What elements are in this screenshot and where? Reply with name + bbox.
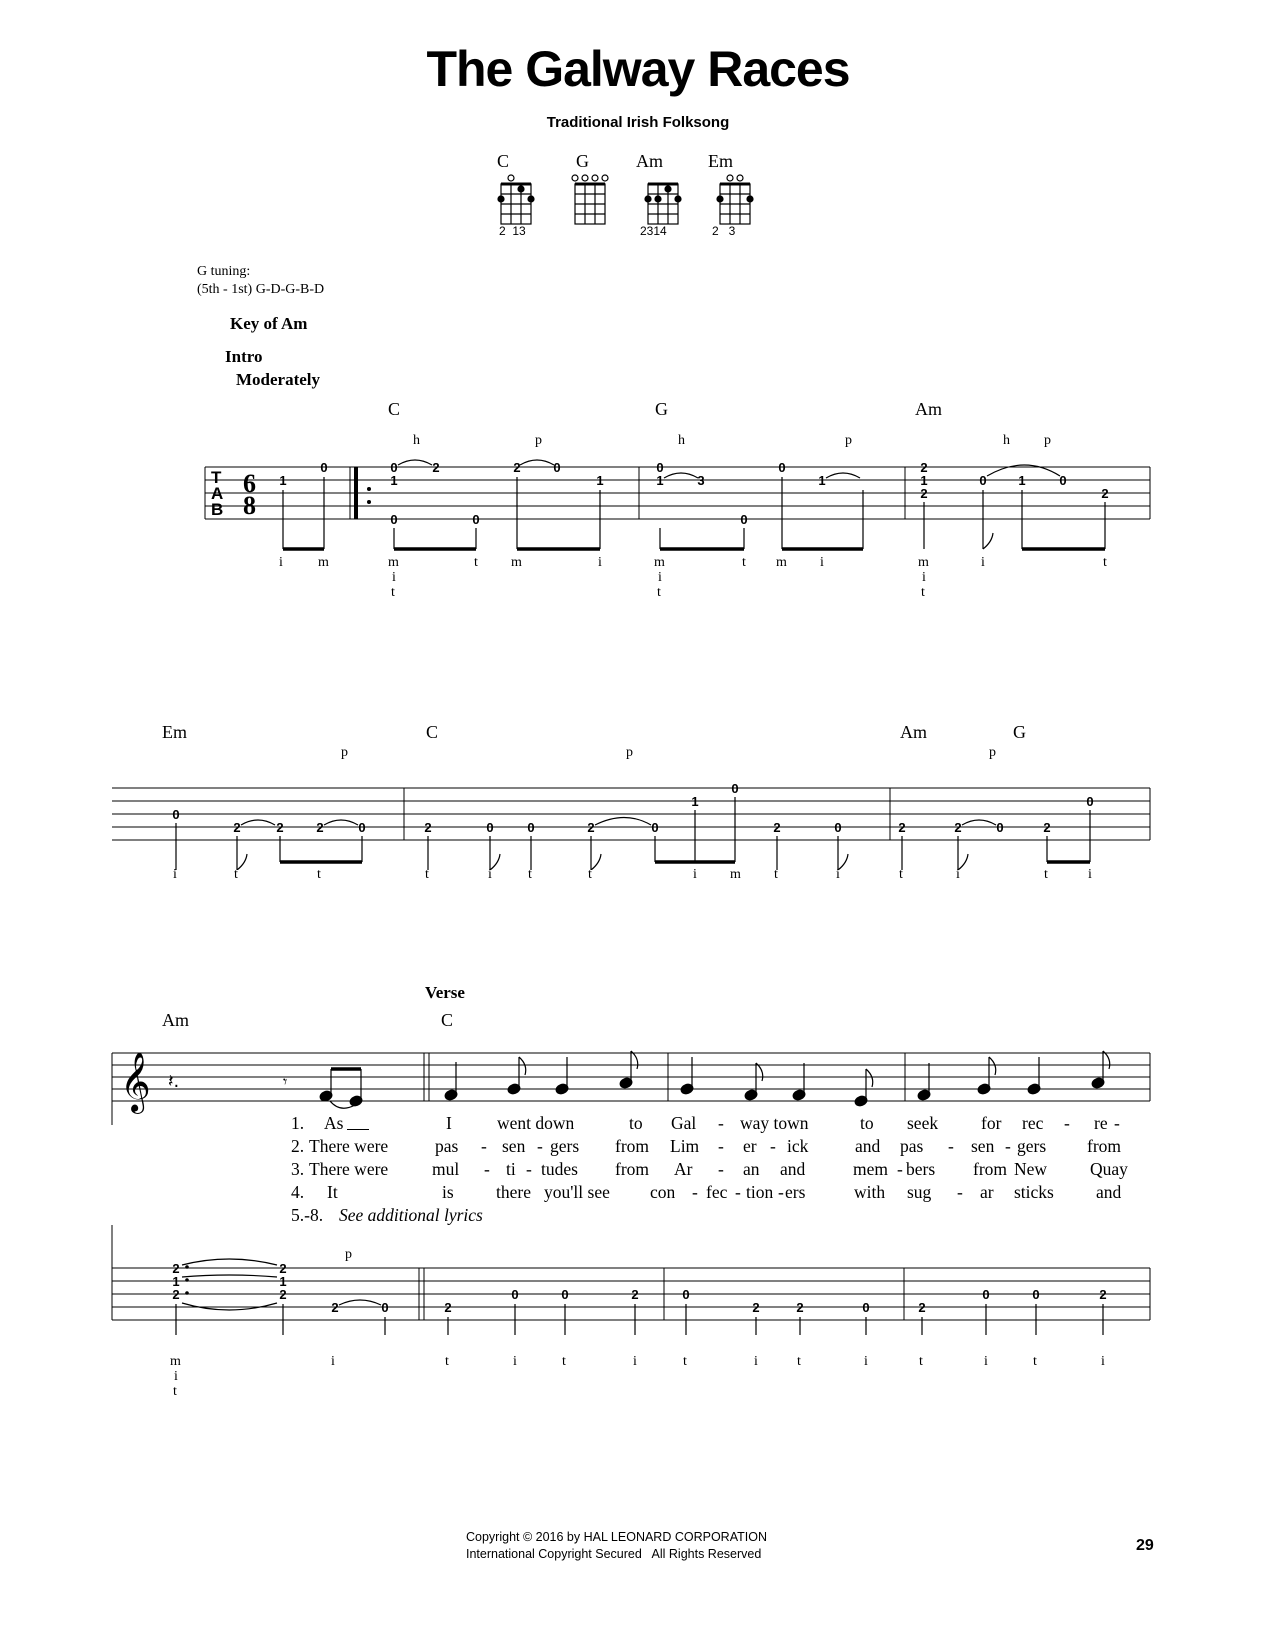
- technique-mark: p: [341, 745, 348, 760]
- tab-fret: 1: [656, 473, 664, 488]
- lyric-hyphen: -: [484, 1159, 490, 1179]
- finger-mark: i: [984, 1354, 988, 1369]
- lyric-syllable: It: [327, 1182, 338, 1202]
- lyric-syllable: and: [780, 1159, 806, 1179]
- lyric-syllable: New: [1014, 1159, 1048, 1179]
- lyric-verse-number: 2.: [291, 1136, 305, 1156]
- chord-diagram-name: Em: [708, 151, 733, 171]
- lyric-syllable: Gal: [671, 1113, 697, 1133]
- chord-fingering: 2314: [640, 224, 667, 238]
- tab-fret: 1: [1018, 473, 1026, 488]
- finger-mark: t: [445, 1354, 449, 1369]
- tab-fret: 2: [279, 1261, 287, 1276]
- tab-fret: 2: [1101, 486, 1109, 501]
- tab-fret: 0: [656, 460, 664, 475]
- lyric-hyphen: -: [718, 1136, 724, 1156]
- tab-fret: 0: [1086, 794, 1094, 809]
- finger-mark: m: [654, 555, 665, 570]
- lyric-syllable: pas: [435, 1136, 459, 1156]
- lyric-verse-number: 5.-8.: [291, 1205, 324, 1225]
- lyric-syllable: As: [324, 1113, 344, 1133]
- finger-mark: t: [742, 555, 746, 570]
- tab-fret: 0: [862, 1300, 870, 1315]
- finger-mark: i: [392, 570, 396, 585]
- tuning-notes: (5th - 1st) G-D-G-B-D: [197, 282, 325, 297]
- section-verse: Verse: [425, 983, 465, 1002]
- lyric-syllable: mul: [432, 1159, 460, 1179]
- lyric-syllable: sticks: [1014, 1182, 1054, 1202]
- tab-fret: 2: [796, 1300, 804, 1315]
- technique-mark: p: [345, 1247, 352, 1262]
- lyric-syllable: ers: [785, 1182, 806, 1202]
- lyric-hyphen: -: [897, 1159, 903, 1179]
- lyric-hyphen: -: [735, 1182, 741, 1202]
- page-number: 29: [1136, 1537, 1154, 1554]
- lyric-syllable: for: [981, 1113, 1002, 1133]
- lyric-hyphen: -: [526, 1159, 532, 1179]
- chord-symbol: C: [388, 399, 401, 419]
- lyric-syllable: way town: [740, 1113, 809, 1133]
- tab-fret: 2: [587, 820, 595, 835]
- tab-fret: 0: [1032, 1287, 1040, 1302]
- tab-fret: 0: [682, 1287, 690, 1302]
- tab-fret: 2: [752, 1300, 760, 1315]
- finger-mark: i: [693, 867, 697, 882]
- chord-symbol: G: [1013, 722, 1026, 742]
- lyric-syllable: from: [973, 1159, 1008, 1179]
- lyric-syllable: seek: [907, 1113, 939, 1133]
- finger-mark: t: [1033, 1354, 1037, 1369]
- finger-mark: t: [797, 1354, 801, 1369]
- finger-mark: t: [317, 867, 321, 882]
- tab-fret: 2: [279, 1287, 287, 1302]
- finger-mark: t: [683, 1354, 687, 1369]
- tab-clef-a: A: [211, 484, 224, 503]
- tab-fret: 0: [651, 820, 659, 835]
- tab-fret: 2: [631, 1287, 639, 1302]
- tab-fret: 1: [172, 1274, 180, 1289]
- technique-mark: p: [989, 745, 996, 760]
- finger-mark: m: [730, 867, 741, 882]
- notation-staff-system-3: [0, 1035, 1276, 1125]
- lyric-syllable: is: [442, 1182, 454, 1202]
- finger-mark: i: [864, 1354, 868, 1369]
- finger-mark: t: [391, 585, 395, 600]
- lyric-syllable: sen: [502, 1136, 526, 1156]
- finger-mark: t: [562, 1354, 566, 1369]
- tab-fret: 2: [316, 820, 324, 835]
- copyright-notice: [466, 1529, 767, 1563]
- lyric-syllable: er: [743, 1136, 757, 1156]
- tab-fret: 2: [432, 460, 440, 475]
- lyric-syllable: pas: [900, 1136, 924, 1156]
- tab-fret: 0: [390, 512, 398, 527]
- lyric-syllable: con: [650, 1182, 676, 1202]
- lyric-syllable: I: [446, 1113, 452, 1133]
- tab-fret: 2: [1043, 820, 1051, 835]
- tab-fret: 0: [472, 512, 480, 527]
- tab-fret: 0: [834, 820, 842, 835]
- lyric-syllable: There were: [309, 1159, 389, 1179]
- tab-fret: 0: [358, 820, 366, 835]
- rights-line: International Copyright Secured All Rights Reserved: [466, 1547, 762, 1561]
- lyric-syllable: you'll see: [544, 1182, 610, 1202]
- finger-mark: i: [513, 1354, 517, 1369]
- additional-lyrics-note: See additional lyrics: [339, 1205, 483, 1225]
- lyric-syllable: to: [629, 1113, 643, 1133]
- treble-clef-icon: 𝄞: [120, 1052, 151, 1112]
- lyric-syllable: gers: [1017, 1136, 1047, 1156]
- finger-mark: t: [234, 867, 238, 882]
- chord-grids: [0, 0, 1276, 260]
- finger-mark: i: [331, 1354, 335, 1369]
- chord-symbol: Em: [162, 722, 187, 742]
- tab-fret: 2: [773, 820, 781, 835]
- technique-mark: p: [626, 745, 633, 760]
- tab-fret: 2: [954, 820, 962, 835]
- section-intro: Intro: [225, 347, 263, 366]
- lyric-hyphen: -: [1005, 1136, 1011, 1156]
- finger-mark: i: [836, 867, 840, 882]
- lyric-syllable: Ar: [674, 1159, 693, 1179]
- tab-fret: 1: [920, 473, 928, 488]
- finger-mark: m: [318, 555, 329, 570]
- key-label: Key of Am: [230, 314, 308, 333]
- lyric-syllable: from: [615, 1136, 650, 1156]
- lyric-syllable: with: [854, 1182, 886, 1202]
- lyric-syllable: ar: [980, 1182, 994, 1202]
- tab-fret: 2: [920, 460, 928, 475]
- tab-staff-system-3: [0, 1225, 1276, 1335]
- tab-fret: 2: [331, 1300, 339, 1315]
- lyric-syllable: ick: [787, 1136, 809, 1156]
- lyric-syllable: sug: [907, 1182, 932, 1202]
- tab-fret: 0: [390, 460, 398, 475]
- tab-fret: 0: [740, 512, 748, 527]
- lyric-syllable: tion: [746, 1182, 774, 1202]
- tab-fret: 1: [279, 473, 287, 488]
- finger-mark: t: [474, 555, 478, 570]
- technique-mark: p: [535, 433, 542, 448]
- finger-mark: i: [981, 555, 985, 570]
- tab-staff-system-2: [0, 750, 1276, 870]
- lyric-hyphen: -: [692, 1182, 698, 1202]
- tab-fret: 0: [731, 781, 739, 796]
- lyric-syllable: there: [496, 1182, 531, 1202]
- tab-clef-b: B: [211, 500, 224, 519]
- finger-mark: i: [956, 867, 960, 882]
- lyric-hyphen: -: [948, 1136, 954, 1156]
- tab-fret: 2: [233, 820, 241, 835]
- finger-mark: t: [899, 867, 903, 882]
- tab-fret: 3: [697, 473, 705, 488]
- song-title: The Galway Races: [426, 41, 850, 97]
- chord-symbol: C: [441, 1010, 454, 1030]
- finger-mark: m: [388, 555, 399, 570]
- tab-fret: 2: [898, 820, 906, 835]
- tab-fret: 1: [279, 1274, 287, 1289]
- lyric-syllable: went down: [497, 1113, 575, 1133]
- finger-mark: m: [511, 555, 522, 570]
- lyric-syllable: re: [1094, 1113, 1108, 1133]
- lyric-syllable: from: [1087, 1136, 1122, 1156]
- chord-grid-g: [572, 175, 608, 224]
- tab-fret: 0: [778, 460, 786, 475]
- finger-mark: m: [918, 555, 929, 570]
- technique-mark: p: [1044, 433, 1051, 448]
- finger-mark: i: [174, 1369, 178, 1384]
- lyric-syllable: ti: [506, 1159, 516, 1179]
- chord-grid-c: [498, 175, 534, 224]
- chord-diagram-name: Am: [636, 151, 663, 171]
- lyric-syllable: tudes: [541, 1159, 578, 1179]
- finger-mark: i: [1101, 1354, 1105, 1369]
- technique-mark: h: [413, 433, 420, 448]
- tab-fret: 0: [979, 473, 987, 488]
- finger-mark: i: [279, 555, 283, 570]
- chord-symbol: C: [426, 722, 439, 742]
- chord-grid-am: [645, 184, 681, 224]
- lyric-hyphen: -: [718, 1159, 724, 1179]
- lyric-verse-number: 3.: [291, 1159, 305, 1179]
- lyric-hyphen: -: [778, 1182, 784, 1202]
- finger-mark: t: [528, 867, 532, 882]
- lyric-syllable: Quay: [1090, 1159, 1128, 1179]
- tab-fret: 0: [996, 820, 1004, 835]
- lyric-verse-number: 1.: [291, 1113, 305, 1133]
- tab-staff-system-1: [0, 440, 1276, 610]
- time-signature-top: 6: [243, 469, 256, 498]
- finger-mark: i: [1088, 867, 1092, 882]
- finger-mark: i: [820, 555, 824, 570]
- tab-fret: 2: [513, 460, 521, 475]
- chord-diagram-name: C: [497, 151, 510, 171]
- finger-mark: t: [1044, 867, 1048, 882]
- chord-symbol: G: [655, 399, 668, 419]
- finger-mark: t: [774, 867, 778, 882]
- finger-mark: m: [170, 1354, 181, 1369]
- song-subtitle: Traditional Irish Folksong: [546, 114, 730, 131]
- lyric-hyphen: -: [718, 1113, 724, 1133]
- tab-fret: 0: [511, 1287, 519, 1302]
- tab-fret: 1: [596, 473, 604, 488]
- tab-fret: 0: [486, 820, 494, 835]
- tab-fret: 2: [276, 820, 284, 835]
- tab-fret: 2: [172, 1287, 180, 1302]
- lyric-syllable: sen: [971, 1136, 995, 1156]
- tab-fret: 0: [381, 1300, 389, 1315]
- tab-fret: 0: [1059, 473, 1067, 488]
- technique-mark: h: [1003, 433, 1010, 448]
- finger-mark: t: [657, 585, 661, 600]
- chord-fingering: 2 3: [712, 224, 736, 238]
- rest-icon: 𝄾: [283, 1072, 288, 1091]
- finger-mark: t: [173, 1384, 177, 1399]
- lyric-syllable: and: [1096, 1182, 1122, 1202]
- tab-fret: 0: [982, 1287, 990, 1302]
- lyric-syllable: gers: [550, 1136, 580, 1156]
- lyric-extender: [347, 1129, 369, 1130]
- finger-mark: t: [588, 867, 592, 882]
- tab-fret: 2: [918, 1300, 926, 1315]
- finger-mark: t: [425, 867, 429, 882]
- tab-fret: 1: [691, 794, 699, 809]
- lyric-syllable: mem: [853, 1159, 888, 1179]
- tab-fret: 1: [390, 473, 398, 488]
- lyric-syllable: and: [855, 1136, 881, 1156]
- finger-mark: i: [658, 570, 662, 585]
- lyric-syllable: rec: [1022, 1113, 1044, 1133]
- tab-fret: 0: [320, 460, 328, 475]
- finger-mark: i: [633, 1354, 637, 1369]
- lyric-hyphen: -: [1064, 1113, 1070, 1133]
- tab-fret: 1: [818, 473, 826, 488]
- tab-fret: 2: [1099, 1287, 1107, 1302]
- tab-fret: 2: [424, 820, 432, 835]
- tab-fret: 0: [553, 460, 561, 475]
- tempo-marking: Moderately: [236, 370, 321, 389]
- chord-symbol: Am: [162, 1010, 189, 1030]
- technique-mark: p: [845, 433, 852, 448]
- copyright-line: Copyright © 2016 by HAL LEONARD CORPORATION: [466, 1530, 767, 1544]
- lyric-syllable: from: [615, 1159, 650, 1179]
- lyric-hyphen: -: [957, 1182, 963, 1202]
- tab-fret: 0: [561, 1287, 569, 1302]
- tab-fret: 2: [920, 486, 928, 501]
- lyric-syllable: fec: [706, 1182, 728, 1202]
- chord-symbol: Am: [900, 722, 927, 742]
- finger-mark: i: [598, 555, 602, 570]
- chord-diagram-name: G: [576, 151, 589, 171]
- lyric-hyphen: -: [537, 1136, 543, 1156]
- time-signature-bottom: 8: [243, 491, 256, 520]
- lyric-syllable: bers: [906, 1159, 936, 1179]
- finger-mark: m: [776, 555, 787, 570]
- finger-mark: t: [1103, 555, 1107, 570]
- chord-symbol: Am: [915, 399, 942, 419]
- tab-clef-t: T: [211, 468, 222, 487]
- rest-icon: 𝄽.: [168, 1071, 180, 1092]
- lyric-syllable: an: [743, 1159, 760, 1179]
- tab-fret: 2: [172, 1261, 180, 1276]
- lyric-hyphen: -: [481, 1136, 487, 1156]
- chord-fingering: 2 13: [499, 224, 526, 238]
- lyric-syllable: to: [860, 1113, 874, 1133]
- finger-mark: i: [754, 1354, 758, 1369]
- finger-mark: t: [921, 585, 925, 600]
- tab-fret: 0: [527, 820, 535, 835]
- lyric-syllable: Lim: [670, 1136, 700, 1156]
- finger-mark: i: [922, 570, 926, 585]
- chord-grid-em: [717, 175, 753, 224]
- lyric-verse-number: 4.: [291, 1182, 305, 1202]
- lyric-hyphen: -: [1114, 1113, 1120, 1133]
- finger-mark: i: [488, 867, 492, 882]
- technique-mark: h: [678, 433, 685, 448]
- lyric-syllable: There were: [309, 1136, 389, 1156]
- finger-mark: t: [919, 1354, 923, 1369]
- tuning-label: G tuning:: [197, 264, 251, 279]
- lyric-hyphen: -: [770, 1136, 776, 1156]
- finger-mark: i: [173, 867, 177, 882]
- tab-fret: 0: [172, 807, 180, 822]
- tab-fret: 2: [444, 1300, 452, 1315]
